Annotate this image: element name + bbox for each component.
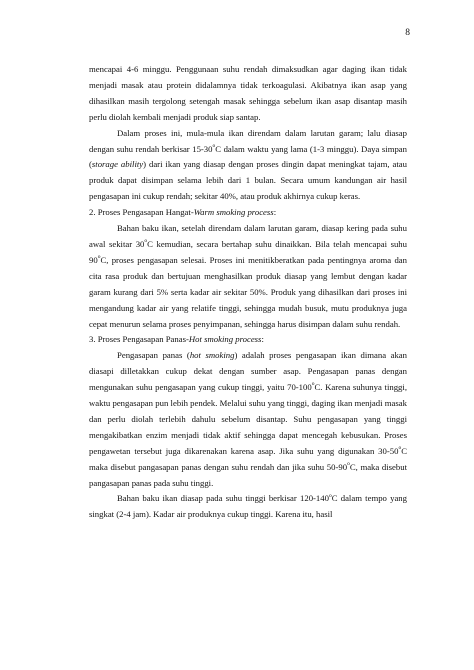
degree-superscript: o	[398, 444, 402, 451]
text-run: Pengasapan panas (	[117, 350, 190, 361]
text-run: :	[273, 207, 277, 218]
italic-term: Warm smoking process	[193, 207, 274, 218]
text-run: Bahan baku ikan diasap pada suhu tinggi berkisar 120-140	[117, 493, 329, 504]
paragraph	[89, 491, 407, 523]
section-heading	[89, 205, 407, 221]
paragraph	[89, 348, 407, 491]
text-run: ) dari ikan yang diasap dengan proses dingin dapat meningkat tajam, atau produk dapat disimpan selama lebih dari 1 bulan. Secara umum kandungan air hasil pengasapan ini cukup rendah; sekitar 40%, atau produk akhirnya cukup keras.	[89, 159, 407, 202]
text-run: :	[261, 334, 264, 345]
text-run: mencapai 4-6 minggu. Penggunaan suhu rendah dimaksudkan agar daging ikan tidak menjadi masak atau protein didalamnya tidak terkoagulasi. Akibatnya ikan asap yang dihasilkan masih tergolong setengah masak sehingga sebelum ikan asap disantap masih perlu diolah kembali menjadi produk siap santap.	[89, 64, 407, 122]
text-run: C dalam waktu yang lama (1-3 minggu). Daya simpan (	[89, 143, 407, 170]
degree-superscript: o	[144, 238, 148, 245]
document-body	[89, 62, 407, 523]
page-number: 8	[405, 28, 410, 38]
italic-term: storage ability	[91, 159, 144, 170]
text-run: Dalam proses ini, mula-mula ikan direndam dalam larutan garam; lalu diasap dengan suhu rendah berkisar 15-30	[89, 127, 407, 154]
degree-superscript: o	[311, 381, 315, 388]
text-run: C, proses pengasapan selesai. Proses ini menitikberatkan pada pentingnya aroma dan cita rasa produk dan bertujuan menghasilkan produk diasap yang lembut dengan kadar garam kurang dari 5% serta kadar air sekitar 50%. Produk yang dihasilkan dari proses ini mengandung kadar air yang relatife tinggi, sehingga mudah busuk, mutu produknya juga cepat menurun selama proses penyimpanan, sehingga harus disimpan dalam suhu rendah.	[89, 254, 407, 329]
paragraph	[89, 62, 407, 126]
text-run: C. Karena suhunya tinggi, waktu pengasapan pun lebih pendek. Melalui suhu yang tinggi, daging ikan menjadi masak dan perlu diolah terlebih dahulu sebelum disantap. Suhu pengasapan yang tinggi mengakibatkan enzim menjadi tidak aktif sehingga dapat mencegah kebusukan. Proses pengawetan tersebut juga dikarenakan karena asap. Jika suhu yang digunakan 30-50	[89, 382, 407, 456]
text-run: C, maka disebut pangasapan panas pada suhu tinggi.	[89, 461, 407, 488]
paragraph	[89, 126, 407, 206]
italic-term: Hot smoking process	[188, 334, 262, 345]
text-run: C kemudian, secara bertahap suhu dinaikkan. Bila telah mencapai suhu 90	[89, 238, 407, 265]
degree-superscript: o	[347, 460, 350, 467]
text-run: 2. Proses Pengasapan Hangat-	[89, 207, 194, 218]
degree-superscript: o	[328, 492, 332, 499]
italic-term: hot smoking	[189, 350, 235, 361]
text-run: 3. Proses Pengasapan Panas-	[89, 334, 189, 345]
paragraph	[89, 221, 407, 332]
degree-superscript: o	[97, 253, 101, 260]
section-heading	[89, 332, 407, 348]
degree-superscript: o	[212, 142, 216, 149]
text-run: C dalam tempo yang singkat (2-4 jam). Kadar air produknya cukup tinggi. Karena itu, hasil	[89, 493, 407, 520]
text-run: Bahan baku ikan, setelah direndam dalam larutan garam, diasap kering pada suhu awal sekitar 30	[89, 223, 407, 249]
text-run: C maka disebut pangasapan panas dengan suhu rendah dan jika suhu 50-90	[89, 445, 407, 472]
text-run: ) adalah proses pengasapan ikan dimana akan diasapi dilletakkan cukup dekat dengan sumber asap. Pengasapan panas dengan mengunakan suhu pengasapan yang cukup tinggi, yaitu 70-100	[89, 350, 408, 393]
